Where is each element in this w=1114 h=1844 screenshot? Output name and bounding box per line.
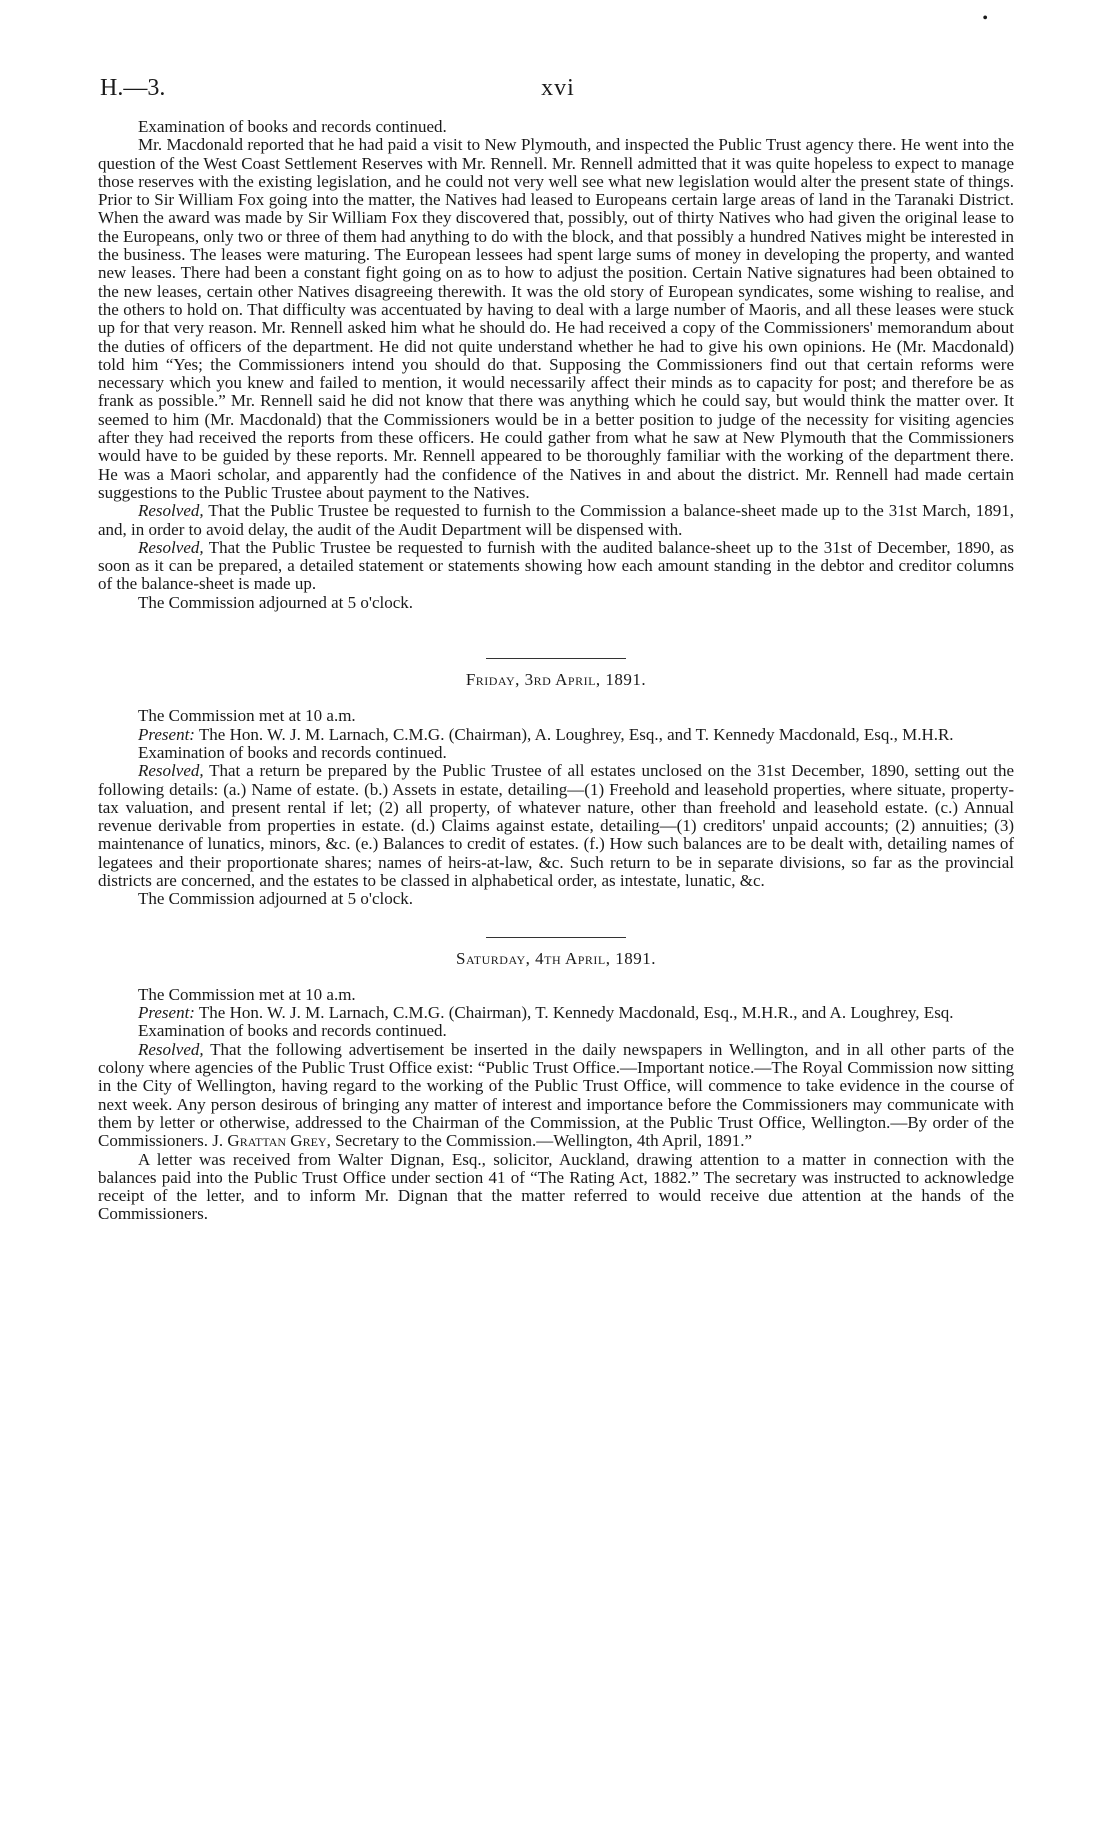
paragraph: The Commission met at 10 a.m. xyxy=(138,706,356,726)
paragraph-text: That the Public Trustee be requested to furnish to the Commission a balance-sheet made up to the 31st March, 1891, and, in order to avoid delay, the audit of the Audit Department will be dispensed with. xyxy=(98,501,1014,539)
resolved-label: Resolved, xyxy=(138,761,204,781)
page-mark: • xyxy=(982,10,988,27)
paragraph xyxy=(98,726,1014,744)
section-heading-saturday xyxy=(98,937,1014,968)
paragraph: A letter was received from Walter Dignan, Esq., solicitor, Auckland, drawing attention to a matter in connection with the balances paid into the Public Trust Office under section 41 of “The Rating Act, 1882.” The secretary was instructed to acknowledge receipt of the letter, and to inform Mr. Dignan that the matter referred to would receive due attention at the hands of the Commissioners. xyxy=(98,1149,1014,1224)
section-rule xyxy=(486,937,626,938)
present-label: Present: xyxy=(138,1003,195,1023)
paragraph xyxy=(98,1041,1014,1151)
section-title: Saturday, 4th April, 1891. xyxy=(455,948,657,968)
paragraph: Examination of books and records continued. xyxy=(138,742,447,762)
section-title: Friday, 3rd April, 1891. xyxy=(465,670,647,690)
paragraph xyxy=(98,762,1014,890)
resolved-label: Resolved, xyxy=(138,537,204,557)
paragraph-text: That the Public Trustee be requested to furnish with the audited balance-sheet up to the 31st of December, 1890, as soon as it can be prepared, a detailed statement or statements showing how each amount standing in the debtor and creditor columns of the balance-sheet is made up. xyxy=(98,537,1014,594)
page-header xyxy=(100,75,1016,105)
paragraph-text: The Hon. W. J. M. Larnach, C.M.G. (Chairman), T. Kennedy Macdonald, Esq., M.H.R., and A. Loughrey, Esq. xyxy=(194,1003,954,1023)
resolved-label: Resolved, xyxy=(138,501,204,521)
paragraph: Mr. Macdonald reported that he had paid a visit to New Plymouth, and inspected the Public Trust agency there. He went into the question of the West Coast Settlement Reserves with Mr. Rennell. Mr. Rennell admitted that it was quite hopeless to expect to manage those reserves with the existing legislation, and he could not very well see what new legislation would alter the present state of things. Prior to Sir William Fox going into the matter, the Natives had leased to Europeans certain large areas of land in the Taranaki District. When the award was made by Sir William Fox they discovered that, possibly, out of thirty Natives who had given the original lease to the Europeans, only two or three of them had anything to do with the block, and that possibly a hundred Natives might be interested in the business. The leases were maturing. The European lessees had spent large sums of money in developing the property, and wanted new leases. There had been a constant fight going on as to how to adjust the position. Certain Native signatures had been obtained to the new leases, certain other Natives disagreeing therewith. It was the old story of European syndicates, some wishing to realise, and the others to hold on. That difficulty was accentuated by having to deal with a large number of Maoris, and all these leases were stuck up for that very reason. Mr. Rennell asked him what he should do. He had received a copy of the Commissioners' memorandum about the duties of officers of the department. He did not quite understand whether he had to give his own opinions. He (Mr. Macdonald) told him “Yes; the Commissioners intend you should do that. Supposing the Commissioners find out that certain reforms were necessary which you knew and failed to mention, it would necessarily affect their minds as to capacity for post; and therefore be as frank as possible.” Mr. Rennell said he did not know that there was anything which he could say, but would think the matter over. It seemed to him (Mr. Macdonald) that the Commissioners would be in a better position to judge of the necessity for visiting agencies after they had received the reports from these officers. He could gather from what he saw at New Plymouth that the Commissioners would have to be guided by these reports. Mr. Rennell appeared to be thoroughly familiar with the working of the department there. He was a Maori scholar, and apparently had the confidence of the Natives in and about the district. Mr. Rennell had made certain suggestions to the Public Trustee about payment to the Natives. xyxy=(98,135,1014,502)
section-heading-friday xyxy=(98,658,1014,689)
present-label: Present: xyxy=(138,724,195,744)
paragraph: The Commission adjourned at 5 o'clock. xyxy=(138,592,414,612)
paragraph xyxy=(98,1004,1014,1022)
page-number: xvi xyxy=(541,75,575,101)
paragraph xyxy=(98,502,1014,539)
paragraph: The Commission adjourned at 5 o'clock. xyxy=(138,889,414,909)
paragraph xyxy=(98,539,1014,594)
paragraph: Examination of books and records continued. xyxy=(138,117,447,136)
paragraph-text: Secretary to the Commission.—Wellington, 4th April, 1891.” xyxy=(330,1131,753,1151)
paragraph-text: The Hon. W. J. M. Larnach, C.M.G. (Chairman), A. Loughrey, Esq., and T. Kennedy Macdonald, Esq., M.H.R. xyxy=(194,724,954,744)
section-rule xyxy=(486,658,626,659)
paragraph: Examination of books and records continued. xyxy=(138,1021,447,1041)
secretary-name: J. Grattan Grey, xyxy=(212,1131,331,1151)
paragraph-text: That a return be prepared by the Public Trustee of all estates unclosed on the 31st December, 1890, setting out the following details: (a.) Name of estate. (b.) Assets in estate, detailing—(1) Freehold and leasehold properties, where situate, property-tax valuation, and present rental if let; (2) all property, of whatever nature, other than freehold and leasehold estate. (c.) Annual revenue derivable from properties in estate. (d.) Claims against estate, detailing—(1) creditors' unpaid accounts; (2) annuities; (3) maintenance of lunatics, minors, &c. (e.) Balances to credit of estates. (f.) How such balances are to be dealt with, detailing names of legatees and their proportionate shares; names of heirs-at-law, &c. Such return to be in separate divisions, so far as the provincial districts are concerned, and the estates to be classed in alphabetical order, as intestate, lunatic, &c. xyxy=(98,761,1014,890)
document-reference: H.—3. xyxy=(100,75,166,101)
paragraph: The Commission met at 10 a.m. xyxy=(138,984,356,1004)
resolved-label: Resolved, xyxy=(138,1039,204,1059)
document-body xyxy=(98,118,1014,1224)
paragraph-text: That the following advertisement be inserted in the daily newspapers in Wellington, and in all other parts of the colony where agencies of the Public Trust Office exist: “Public Trust Office.—Important notice.—The Royal Commission now sitting in the City of Wellington, having regard to the working of the Public Trust Office, will commence to take evidence in the course of next week. Any person desirous of bringing any matter of interest and importance before the Commissioners may communicate with them by letter or otherwise, addressed to the Chairman of the Commission, at the Public Trust Office, Wellington.—By order of the Commissioners. xyxy=(98,1039,1014,1151)
